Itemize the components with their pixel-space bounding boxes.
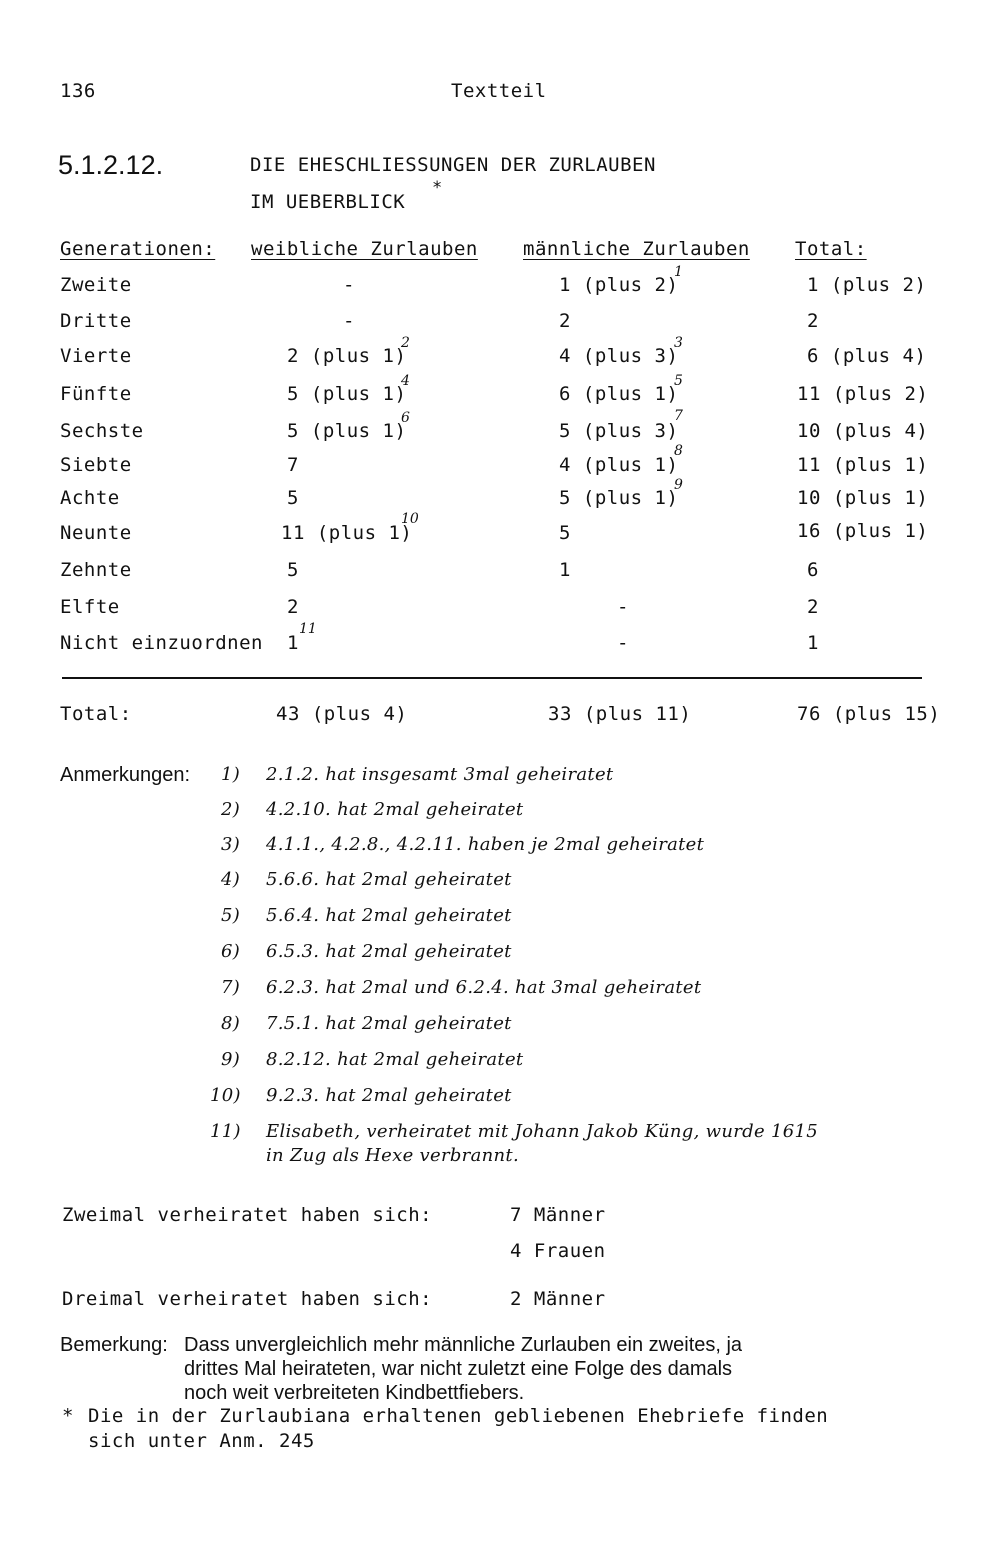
note-number: 3) bbox=[221, 834, 241, 855]
row-male-value: 2 bbox=[559, 310, 571, 332]
remark-label: Bemerkung: bbox=[60, 1334, 168, 1356]
row-generation: Sechste bbox=[60, 420, 144, 442]
thrice-married-label: Dreimal verheiratet haben sich: bbox=[62, 1288, 433, 1310]
row-male-value: 5 (plus 3) bbox=[559, 420, 679, 442]
footnote-ref: 3 bbox=[674, 335, 683, 351]
total-overall: 76 (plus 15) bbox=[797, 703, 941, 725]
note-text: 6.5.3. hat 2mal geheiratet bbox=[266, 941, 512, 962]
note-text: 6.2.3. hat 2mal und 6.2.4. hat 3mal geheiratet bbox=[266, 977, 702, 998]
row-male-value: 4 (plus 3) bbox=[559, 345, 679, 367]
twice-married-women: 4 Frauen bbox=[510, 1240, 606, 1262]
row-male-value: 6 (plus 1) bbox=[559, 383, 679, 405]
note-text: 2.1.2. hat insgesamt 3mal geheiratet bbox=[266, 764, 614, 785]
note-text: 5.6.6. hat 2mal geheiratet bbox=[266, 869, 512, 890]
row-female-value: 2 (plus 1) bbox=[287, 345, 407, 367]
row-female-value: 5 bbox=[287, 487, 299, 509]
row-total-value: 6 (plus 4) bbox=[807, 345, 927, 367]
row-generation: Nicht einzuordnen bbox=[60, 632, 263, 654]
note-text: 9.2.3. hat 2mal geheiratet bbox=[266, 1085, 512, 1106]
row-generation: Siebte bbox=[60, 454, 132, 476]
note-number: 5) bbox=[221, 905, 241, 926]
twice-married-men: 7 Männer bbox=[510, 1204, 606, 1226]
row-female-value: 5 (plus 1) bbox=[287, 383, 407, 405]
footnote-ref: 5 bbox=[674, 373, 683, 389]
row-generation: Zehnte bbox=[60, 559, 132, 581]
row-male-value: - bbox=[617, 632, 629, 654]
total-male: 33 (plus 11) bbox=[548, 703, 692, 725]
note-number: 9) bbox=[221, 1049, 241, 1070]
note-text: 4.1.1., 4.2.8., 4.2.11. haben je 2mal geheiratet bbox=[266, 834, 705, 855]
row-total-value: 2 bbox=[807, 596, 819, 618]
row-generation: Dritte bbox=[60, 310, 132, 332]
thrice-married-men: 2 Männer bbox=[510, 1288, 606, 1310]
row-male-value: 4 (plus 1) bbox=[559, 454, 679, 476]
footnote-ref: 6 bbox=[401, 410, 410, 426]
row-generation: Fünfte bbox=[60, 383, 132, 405]
row-female-value: 11 (plus 1) bbox=[281, 522, 413, 544]
remark-line: Dass unvergleichlich mehr männliche Zurlauben ein zweites, ja bbox=[184, 1334, 743, 1356]
footnote-asterisk: * bbox=[62, 1405, 74, 1427]
row-total-value: 16 (plus 1) bbox=[797, 520, 929, 542]
row-total-value: 2 bbox=[807, 310, 819, 332]
row-total-value: 1 (plus 2) bbox=[807, 274, 927, 296]
note-text: Elisabeth, verheiratet mit Johann Jakob Küng, wurde 1615 bbox=[266, 1121, 818, 1142]
row-total-value: 11 (plus 2) bbox=[797, 383, 929, 405]
row-female-value: - bbox=[343, 274, 355, 296]
remark-line: drittes Mal heirateten, war nicht zuletzt eine Folge des damals bbox=[184, 1358, 733, 1380]
note-number: 6) bbox=[221, 941, 241, 962]
row-total-value: 6 bbox=[807, 559, 819, 581]
note-number: 8) bbox=[221, 1013, 241, 1034]
note-text: 8.2.12. hat 2mal geheiratet bbox=[266, 1049, 524, 1070]
row-male-value: 1 bbox=[559, 559, 571, 581]
row-total-value: 10 (plus 1) bbox=[797, 487, 929, 509]
row-female-value: 2 bbox=[287, 596, 299, 618]
row-generation: Zweite bbox=[60, 274, 132, 296]
note-text-continued: in Zug als Hexe verbrannt. bbox=[266, 1145, 519, 1166]
footnote-ref: 9 bbox=[674, 477, 683, 493]
row-generation: Elfte bbox=[60, 596, 120, 618]
row-total-value: 11 (plus 1) bbox=[797, 454, 929, 476]
note-text: 4.2.10. hat 2mal geheiratet bbox=[266, 799, 524, 820]
section-title-asterisk: * bbox=[432, 178, 443, 198]
row-male-value: 5 bbox=[559, 522, 571, 544]
note-number: 1) bbox=[221, 764, 241, 785]
footnote-ref: 7 bbox=[674, 408, 683, 424]
footnote-ref: 10 bbox=[401, 511, 419, 527]
remark-line: noch weit verbreiteten Kindbettfiebers. bbox=[184, 1382, 525, 1404]
footnote-ref: 11 bbox=[299, 621, 317, 637]
section-title-line1: DIE EHESCHLIESSUNGEN DER ZURLAUBEN bbox=[250, 154, 656, 176]
note-text: 5.6.4. hat 2mal geheiratet bbox=[266, 905, 512, 926]
row-female-value: 5 (plus 1) bbox=[287, 420, 407, 442]
total-female: 43 (plus 4) bbox=[276, 703, 408, 725]
notes-label: Anmerkungen: bbox=[60, 764, 191, 786]
twice-married-label: Zweimal verheiratet haben sich: bbox=[62, 1204, 433, 1226]
footnote-ref: 4 bbox=[401, 373, 410, 389]
row-generation: Vierte bbox=[60, 345, 132, 367]
note-number: 4) bbox=[221, 869, 241, 890]
footnote-ref: 1 bbox=[674, 264, 683, 280]
note-number: 11) bbox=[210, 1121, 241, 1142]
row-total-value: 1 bbox=[807, 632, 819, 654]
row-female-value: 5 bbox=[287, 559, 299, 581]
section-number: 5.1.2.12. bbox=[58, 150, 164, 180]
header-generations: Generationen: bbox=[60, 238, 216, 260]
table-total-rule bbox=[62, 677, 922, 679]
header-male: männliche Zurlauben bbox=[523, 238, 750, 260]
row-female-value: 1 bbox=[287, 632, 299, 654]
header-total: Total: bbox=[795, 238, 867, 260]
row-female-value: 7 bbox=[287, 454, 299, 476]
note-number: 10) bbox=[210, 1085, 241, 1106]
page-number: 136 bbox=[60, 80, 96, 102]
row-male-value: - bbox=[617, 596, 629, 618]
note-text: 7.5.1. hat 2mal geheiratet bbox=[266, 1013, 512, 1034]
row-male-value: 5 (plus 1) bbox=[559, 487, 679, 509]
row-total-value: 10 (plus 4) bbox=[797, 420, 929, 442]
note-number: 2) bbox=[221, 799, 241, 820]
row-generation: Achte bbox=[60, 487, 120, 509]
total-label: Total: bbox=[60, 703, 132, 725]
note-number: 7) bbox=[221, 977, 241, 998]
running-title: Textteil bbox=[451, 80, 547, 102]
footnote-line: Die in der Zurlaubiana erhaltenen gebliebenen Ehebriefe finden bbox=[88, 1405, 829, 1427]
row-generation: Neunte bbox=[60, 522, 132, 544]
footnote-line: sich unter Anm. 245 bbox=[88, 1430, 315, 1452]
row-female-value: - bbox=[343, 310, 355, 332]
header-female: weibliche Zurlauben bbox=[251, 238, 478, 260]
section-title-line2: IM UEBERBLICK bbox=[250, 191, 406, 213]
footnote-ref: 2 bbox=[401, 335, 410, 351]
footnote-ref: 8 bbox=[674, 443, 683, 459]
row-male-value: 1 (plus 2) bbox=[559, 274, 679, 296]
